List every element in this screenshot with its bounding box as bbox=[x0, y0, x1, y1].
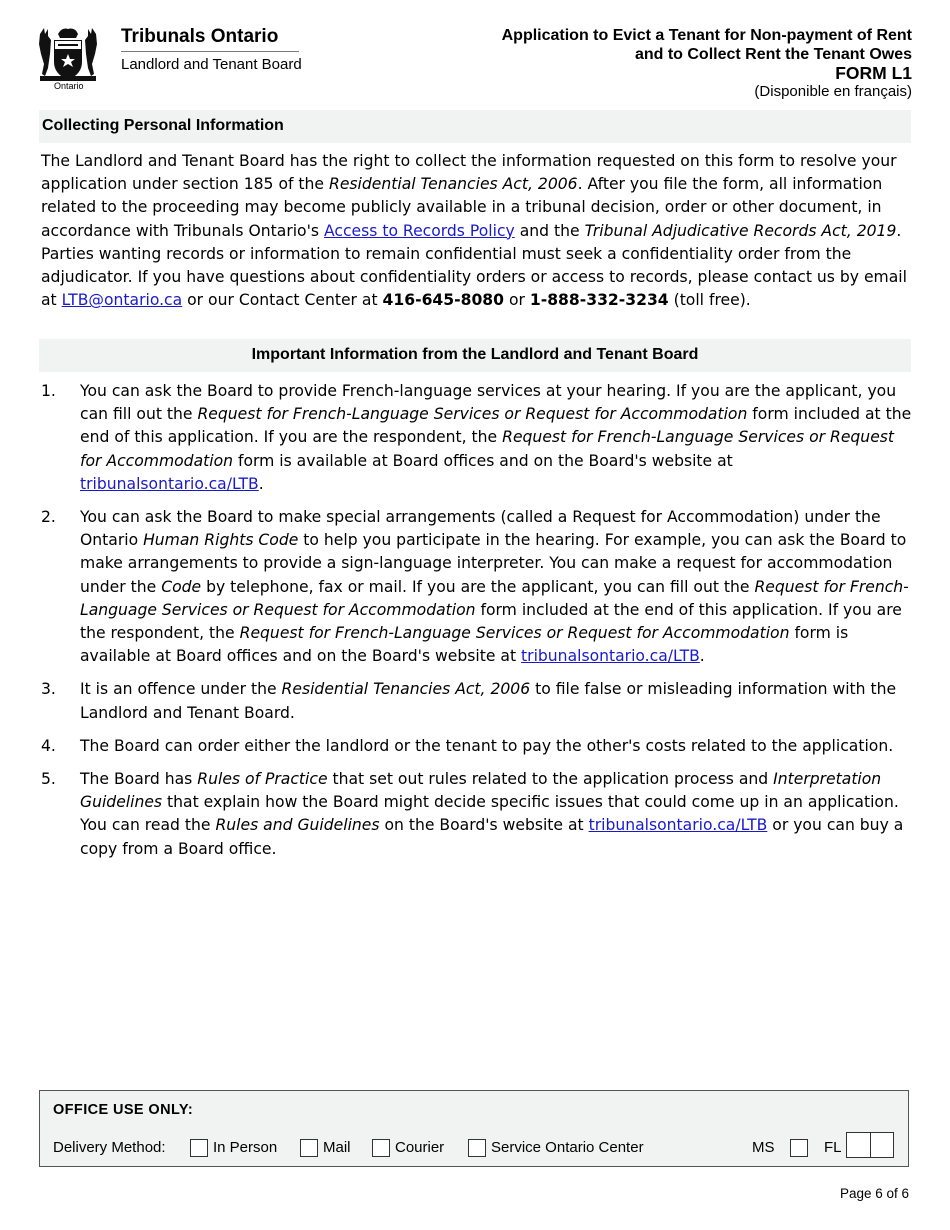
service-ontario-checkbox[interactable] bbox=[468, 1139, 486, 1157]
form-id: FORM L1 bbox=[835, 63, 912, 83]
text-run: to file false or misleading information with the Landlord and Tenant Board. bbox=[80, 680, 897, 722]
fl-divider bbox=[870, 1133, 871, 1157]
page-number: Page 6 of 6 bbox=[839, 1186, 909, 1201]
form-title-ref: Request for French-Language Services or Request for Accommodation bbox=[80, 428, 895, 470]
page-header bbox=[36, 22, 912, 100]
text-run: You can ask the Board to provide French-language services at your hearing. If you are the applicant, you can fill out the bbox=[80, 382, 897, 424]
fl-label: FL bbox=[824, 1139, 842, 1156]
text-run: It is an offence under the bbox=[80, 680, 282, 699]
text-run: You can ask the Board to make special arrangements (called a Request for Accommodation) under the Ontario bbox=[80, 508, 881, 550]
phone-number: 416-645-8080 bbox=[382, 291, 504, 310]
act-title: Human Rights Code bbox=[143, 531, 299, 550]
crest-label: Ontario bbox=[54, 81, 84, 91]
phone-number-tollfree: 1-888-332-3234 bbox=[529, 291, 669, 310]
courier-checkbox[interactable] bbox=[372, 1139, 390, 1157]
collecting-paragraph bbox=[41, 150, 913, 312]
text-run: form is available at Board offices and on the Board's website at bbox=[233, 451, 733, 470]
important-list bbox=[41, 380, 913, 871]
mail-checkbox[interactable] bbox=[300, 1139, 318, 1157]
item-number: 1. bbox=[41, 382, 56, 400]
delivery-method-label: Delivery Method: bbox=[53, 1139, 166, 1156]
text-run: . Parties wanting records or information to remain confidential must seek a confidentiality order from the adjudicator. If you have questions about confidentiality orders or access to records, please contact us by email at bbox=[41, 221, 907, 310]
text-run: The Board has bbox=[80, 770, 198, 789]
office-use-box bbox=[39, 1090, 909, 1167]
list-item bbox=[41, 735, 913, 758]
form-title-ref: Request for French-Language Services or Request for Accommodation bbox=[239, 624, 790, 643]
act-title: Tribunal Adjudicative Records Act, 2019 bbox=[584, 221, 897, 240]
item-number: 2. bbox=[41, 508, 56, 527]
act-title: Residential Tenancies Act, 2006 bbox=[281, 680, 531, 699]
service-ontario-label: Service Ontario Center bbox=[491, 1139, 644, 1156]
item-number: 5. bbox=[41, 770, 56, 789]
email-link[interactable]: LTB@ontario.ca bbox=[61, 291, 183, 310]
text-run: or you can buy a copy from a Board office. bbox=[80, 816, 904, 858]
item-number: 4. bbox=[41, 736, 56, 755]
form-title-line2: and to Collect Rent the Tenant Owes bbox=[634, 46, 912, 63]
doc-title-ref: Rules of Practice bbox=[197, 770, 328, 789]
text-run: or bbox=[504, 291, 530, 310]
text-run: form included at the end of this application. If you are the respondent, the bbox=[80, 405, 912, 447]
text-run: that explain how the Board might decide specific issues that could come up in an application. You can read the bbox=[80, 793, 899, 835]
access-to-records-link[interactable]: Access to Records Policy bbox=[323, 221, 515, 240]
list-item bbox=[41, 380, 913, 496]
courier-label: Courier bbox=[395, 1139, 445, 1156]
text-run: by telephone, fax or mail. If you are the applicant, you can fill out the bbox=[201, 577, 755, 596]
ltb-website-link[interactable]: tribunalsontario.ca/LTB bbox=[588, 816, 768, 835]
item-number: 3. bbox=[41, 680, 56, 699]
text-run: and the bbox=[514, 221, 585, 240]
ltb-website-link[interactable]: tribunalsontario.ca/LTB bbox=[521, 647, 700, 666]
text-run: to help you participate in the hearing. For example, you can ask the Board to make arrangements to provide a sign-language interpreter. You can make a request for accommodation under the bbox=[80, 531, 907, 596]
act-title: Residential Tenancies Act, 2006 bbox=[328, 175, 578, 194]
fl-input-box[interactable] bbox=[846, 1132, 894, 1158]
text-run: The Landlord and Tenant Board has the right to collect the information requested on this form to resolve your application under section 185 of the bbox=[41, 152, 897, 194]
office-use-title: OFFICE USE ONLY: bbox=[53, 1102, 194, 1118]
form-title-ref: Request for French-Language Services or Request for Accommodation bbox=[197, 405, 748, 424]
delivery-method-row bbox=[53, 1138, 893, 1160]
logo-block bbox=[36, 22, 316, 96]
in-person-checkbox[interactable] bbox=[190, 1139, 208, 1157]
text-run: . After you file the form, all information related to the proceeding may become publicly available in a tribunal decision, order or other document, in accordance with Tribunals Ontario's bbox=[41, 175, 883, 240]
text-run: . bbox=[258, 474, 264, 493]
ltb-website-link[interactable]: tribunalsontario.ca/LTB bbox=[80, 474, 259, 493]
ms-label: MS bbox=[752, 1139, 775, 1156]
text-run: on the Board's website at bbox=[379, 816, 589, 835]
text-run: (toll free). bbox=[668, 291, 751, 310]
ms-checkbox[interactable] bbox=[790, 1139, 808, 1157]
org-subtitle: Landlord and Tenant Board bbox=[121, 56, 302, 73]
mail-label: Mail bbox=[323, 1139, 351, 1156]
list-item bbox=[41, 678, 913, 724]
org-divider bbox=[121, 51, 299, 52]
text-run: . bbox=[699, 647, 705, 666]
text-run: or our Contact Center at bbox=[182, 291, 383, 310]
list-item bbox=[41, 768, 913, 861]
org-name: Tribunals Ontario bbox=[121, 26, 279, 47]
text-run: form included at the end of this application. If you are the respondent, the bbox=[80, 600, 902, 643]
form-title-ref: Request for French-Language Services or Request for Accommodation bbox=[80, 577, 909, 619]
important-heading: Important Information from the Landlord and Tenant Board bbox=[39, 339, 911, 372]
doc-title-ref: Interpretation Guidelines bbox=[80, 770, 882, 812]
text-run: The Board can order either the landlord or the tenant to pay the other's costs related to the application. bbox=[80, 736, 894, 755]
text-run: form is available at Board offices and on the Board's website at bbox=[80, 624, 849, 666]
french-availability: (Disponible en français) bbox=[754, 83, 912, 100]
act-title: Code bbox=[161, 577, 202, 596]
list-item bbox=[41, 506, 913, 668]
in-person-label: In Person bbox=[213, 1139, 278, 1156]
form-title-block bbox=[502, 26, 912, 100]
form-title-line1: Application to Evict a Tenant for Non-payment of Rent bbox=[501, 27, 912, 44]
doc-title-ref: Rules and Guidelines bbox=[215, 816, 380, 835]
text-run: that set out rules related to the application process and bbox=[327, 770, 774, 789]
collecting-heading: Collecting Personal Information bbox=[39, 110, 911, 143]
